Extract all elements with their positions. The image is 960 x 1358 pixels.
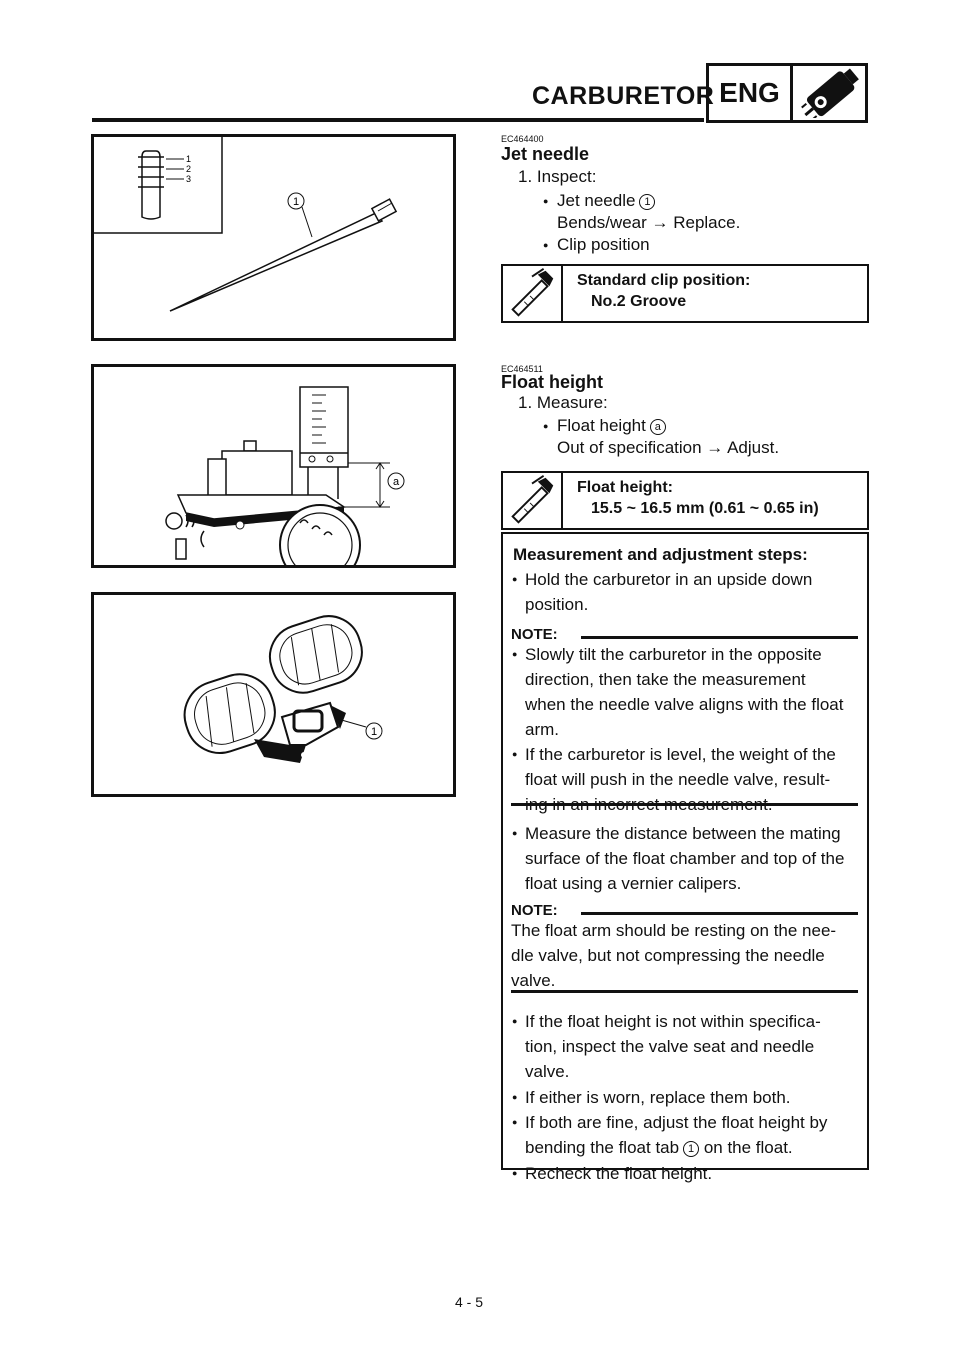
section-code: EC464511: [501, 364, 543, 374]
float-height-figure: [91, 364, 456, 568]
note-label: NOTE:: [511, 902, 558, 919]
list-item: [557, 416, 666, 436]
float-tab-figure: [91, 592, 456, 797]
list-item: ● Recheck the float height.: [525, 1161, 859, 1186]
spec-label: Standard clip position:: [577, 272, 751, 289]
ref-marker: 1: [683, 1141, 699, 1157]
figure-callout: 1: [370, 726, 378, 738]
caliper-icon: [503, 473, 563, 528]
list-item-action: Bends/wear → Replace.: [557, 213, 741, 232]
list-item: [525, 821, 859, 896]
list-item: [525, 642, 859, 742]
text-line: direction, then take the measurement: [525, 670, 806, 689]
step-label: 1. Inspect:: [518, 167, 597, 186]
text-line: position.: [525, 595, 589, 614]
text-line: arm.: [525, 720, 559, 739]
spec-label: Float height:: [577, 479, 673, 496]
list-item-action: Out of specification → Adjust.: [557, 438, 780, 457]
text-line: ● If the float height is not within specifica-: [525, 1012, 821, 1031]
jet-needle-figure: [91, 134, 456, 341]
spec-value: 15.5 ~ 16.5 mm (0.61 ~ 0.65 in): [591, 500, 819, 517]
note-text: [511, 918, 859, 993]
section-code: EC464400: [501, 134, 544, 144]
text-line: tion, inspect the valve seat and needle: [525, 1037, 815, 1056]
page-number: 4 - 5: [455, 1294, 484, 1310]
text-line: float will push in the needle valve, result-: [525, 770, 831, 789]
note-rule: [511, 803, 858, 806]
text-line: bending the float tab 1 on the float.: [525, 1138, 793, 1157]
list-item: [557, 191, 655, 211]
list-item: [525, 1110, 859, 1160]
text-line: ● If the carburetor is level, the weight of the: [525, 745, 836, 764]
step-label: 1. Measure:: [518, 393, 608, 412]
section-title: CARBURETOR: [532, 82, 715, 110]
groove-label: 1: [186, 154, 192, 164]
caliper-icon: [503, 266, 563, 321]
ref-marker: a: [650, 419, 666, 435]
text-line: valve.: [511, 971, 556, 990]
list-item: [525, 1009, 859, 1084]
note-rule: [581, 636, 858, 639]
section-heading: Jet needle: [501, 144, 590, 164]
list-item-text: Jet needle: [557, 191, 636, 210]
list-item: ● Clip position: [557, 235, 650, 255]
section-heading: Float height: [501, 372, 603, 392]
chapter-badge: [706, 63, 868, 123]
spec-box: [501, 264, 869, 323]
ref-marker: 1: [639, 194, 655, 210]
text-line: float using a vernier calipers.: [525, 874, 742, 893]
procedure-box: [501, 532, 869, 1183]
text-line: ● Hold the carburetor in an upside down: [525, 570, 813, 589]
figure-callout: a: [392, 476, 400, 488]
text-line: The float arm should be resting on the nee-: [511, 921, 837, 940]
list-item: ● If either is worn, replace them both.: [525, 1085, 859, 1110]
figure-callout: 1: [292, 196, 300, 208]
groove-label: 2: [186, 164, 192, 174]
spec-value: No.2 Groove: [591, 293, 687, 310]
spec-box: [501, 471, 869, 530]
list-item-text: Float height: [557, 416, 646, 435]
text-line: ● Measure the distance between the mating: [525, 824, 841, 843]
note-rule: [581, 912, 858, 915]
text-line: valve.: [525, 1062, 570, 1081]
text-line: ● Slowly tilt the carburetor in the opposite: [525, 645, 822, 664]
note-label: NOTE:: [511, 626, 558, 643]
text-line: dle valve, but not compressing the needle: [511, 946, 825, 965]
list-item: [525, 567, 859, 617]
text-line: when the needle valve aligns with the float: [525, 695, 844, 714]
text-line: surface of the float chamber and top of the: [525, 849, 845, 868]
procedure-heading: Measurement and adjustment steps:: [513, 545, 808, 564]
header-rule: [92, 118, 704, 122]
chapter-badge-label: ENG: [709, 66, 793, 120]
groove-label: 3: [186, 174, 192, 184]
note-rule: [511, 990, 858, 993]
text-line: ● If both are fine, adjust the float height by: [525, 1113, 828, 1132]
engine-piston-icon: [795, 68, 865, 118]
